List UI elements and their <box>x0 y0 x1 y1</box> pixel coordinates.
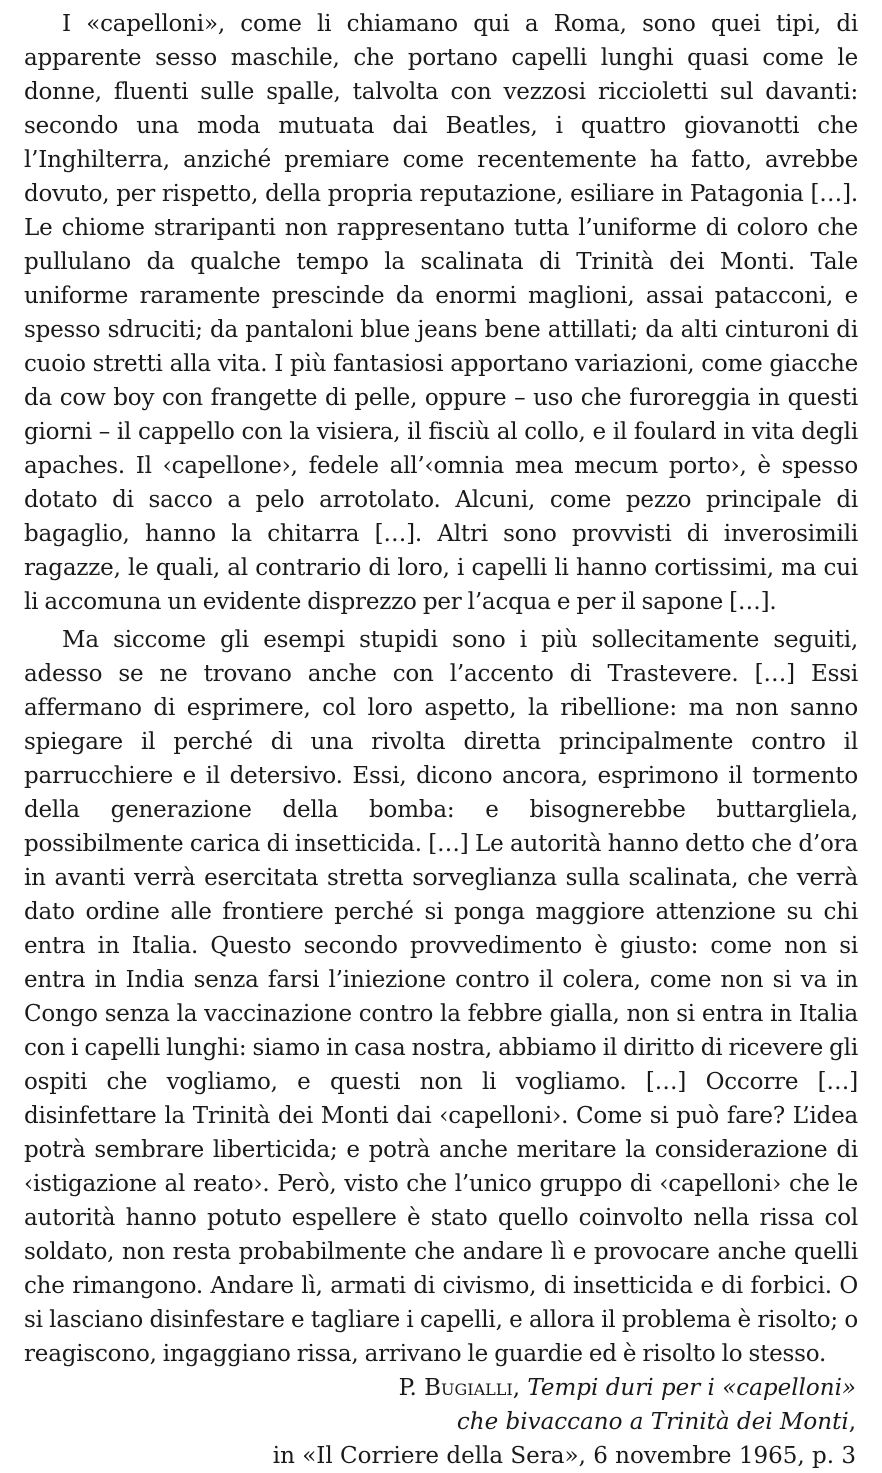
citation-title-part-2: che bivaccano a Trinità dei Monti <box>456 1409 849 1435</box>
citation-line-2 <box>24 1405 856 1439</box>
citation-author: P. Bugialli <box>398 1375 513 1401</box>
citation-separator: , <box>512 1375 528 1401</box>
paragraph-2: Ma siccome gli esempi stupidi sono i più sollecitamente seguiti, adesso se ne trovano anche con l’accento di Trastevere. […] Essi affermano di esprimere, col loro aspetto, la ribellione: ma non sanno spiegare il perché di una rivolta diretta principalmente contro il parrucchiere e il detersivo. Essi, dicono ancora, esprimono il tormento della generazione della bomba: e bisognerebbe buttargliela, possibilmente carica di insetticida. […] Le autorità hanno detto che d’ora in avanti verrà esercitata stretta sorveglianza sulla scalinata, che verrà dato ordine alle frontiere perché si ponga maggiore attenzione su chi entra in Italia. Questo secondo provvedimento è giusto: come non si entra in India senza farsi l’iniezione contro il colera, come non si va in Congo senza la vaccinazione contro la febbre gialla, non si entra in Italia con i capelli lunghi: siamo in casa nostra, abbiamo il diritto di ricevere gli ospiti che vogliamo, e questi non li vogliamo. […] Occorre […] disinfettare la Trinità dei Monti dai ‹capelloni›. Come si può fare? L’idea potrà sembrare liberticida; e potrà anche meritare la considerazione di ‹istigazione al reato›. Però, visto che l’unico gruppo di ‹capelloni› che le autorità hanno potuto espellere è stato quello coinvolto nella rissa col soldato, non resta probabilmente che andare lì e provocare anche quelli che rimangono. Andare lì, armati di civismo, di insetticida e di forbici. O si lasciano disinfestare e tagliare i capelli, e allora il problema è risolto; o reagiscono, ingaggiano rissa, arrivano le guardie ed è risolto lo stesso. <box>24 627 858 1367</box>
citation-source: in «Il Corriere della Sera», 6 novembre 1965, p. 3 <box>272 1443 856 1469</box>
citation-title-part-1: Tempi duri per i «capelloni» <box>527 1375 856 1401</box>
paragraph-1: I «capelloni», come li chiamano qui a Roma, sono quei tipi, di apparente sesso maschile, che portano capelli lunghi quasi come le donne, fluenti sulle spalle, talvolta con vezzosi riccioletti sul davanti: secondo una moda mutuata dai Beatles, i quattro giovanotti che l’Inghilterra, anziché premiare come recentemente ha fatto, avrebbe dovuto, per rispetto, della propria reputazione, esiliare in Patagonia […]. Le chiome straripanti non rappresentano tutta l’uniforme di coloro che pullulano da qualche tempo la scalinata di Trinità dei Monti. Tale uniforme raramente prescinde da enormi maglioni, assai patacconi, e spesso sdruciti; da pantaloni blue jeans bene attillati; da alti cinturoni di cuoio stretti alla vita. I più fantasiosi apportano variazioni, come giacche da cow boy con frangette di pelle, oppure – uso che furoreggia in questi giorni – il cappello con la visiera, il fisciù al collo, e il foulard in vita degli apaches. Il ‹capellone›, fedele all’‹omnia mea mecum porto›, è spesso dotato di sacco a pelo arrotolato. Alcuni, come pezzo principale di bagaglio, hanno la chitarra […]. Altri sono provvisti di inverosimili ragazze, le quali, al contrario di loro, i capelli li hanno cortissimi, ma cui li accomuna un evidente disprezzo per l’acqua e per il sapone […]. <box>24 11 858 615</box>
citation-line-1 <box>24 1371 856 1405</box>
citation <box>24 1371 858 1473</box>
citation-title-suffix: , <box>848 1409 856 1435</box>
